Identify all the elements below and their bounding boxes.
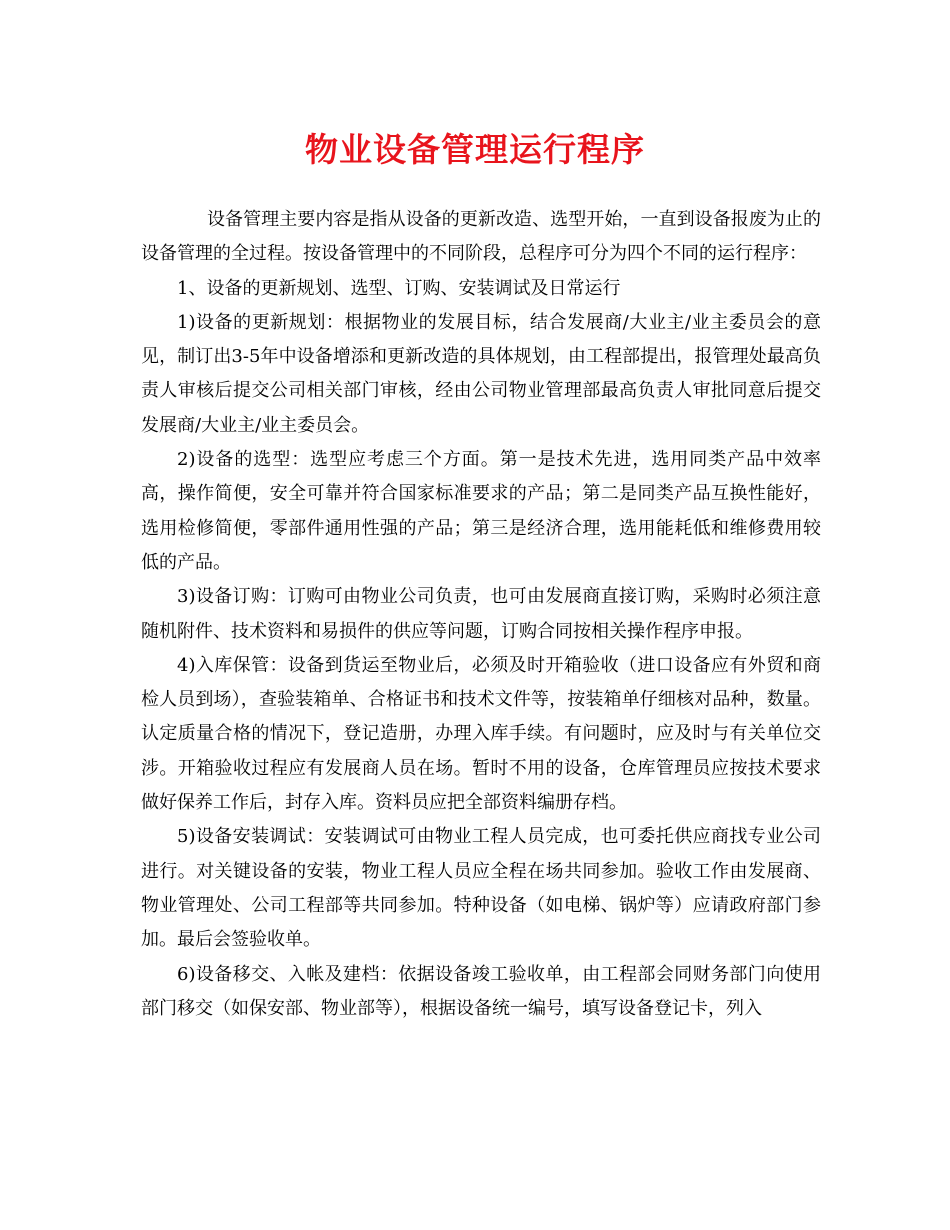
paragraph-intro: 设备管理主要内容是指从设备的更新改造、选型开始，一直到设备报废为止的设备管理的全过程。按设备管理中的不同阶段，总程序可分为四个不同的运行程序： xyxy=(141,209,821,265)
paragraph-transfer: 6)设备移交、入帐及建档：依据设备竣工验收单，由工程部会同财务部门向使用部门移交（如保安部、物业部等），根据设备统一编号，填写设备登记卡，列入 xyxy=(141,963,821,1019)
document-body xyxy=(141,203,821,1026)
document-title: 物业设备管理运行程序 xyxy=(305,130,645,169)
paragraph-storage: 4)入库保管：设备到货运至物业后，必须及时开箱验收（进口设备应有外贸和商检人员到场），查验装箱单、合格证书和技术文件等，按装箱单仔细核对品种，数量。认定质量合格的情况下，登记造册，办理入库手续。有问题时，应及时与有关单位交涉。开箱验收过程应有发展商人员在场。暂时不用的设备，仓库管理员应按技术要求做好保养工作后，封存入库。资料员应把全部资料编册存档。 xyxy=(141,654,821,814)
paragraph-selection: 2)设备的选型：选型应考虑三个方面。第一是技术先进，选用同类产品中效率高，操作简便，安全可靠并符合国家标准要求的产品；第二是同类产品互换性能好，选用检修简便，零部件通用性强的产品；第三是经济合理，选用能耗低和维修费用较低的产品。 xyxy=(141,449,821,573)
paragraph-installation: 5)设备安装调试：安装调试可由物业工程人员完成，也可委托供应商找专业公司进行。对关键设备的安装，物业工程人员应全程在场共同参加。验收工作由发展商、物业管理处、公司工程部等共同参加。特种设备（如电梯、锅炉等）应请政府部门参加。最后会签验收单。 xyxy=(141,826,821,951)
paragraph-update-planning: 1)设备的更新规划：根据物业的发展目标，结合发展商/大业主/业主委员会的意见，制订出3-5年中设备增添和更新改造的具体规划，由工程部提出，报管理处最高负责人审核后提交公司相关部门审核，经由公司物业管理部最高负责人审批同意后提交发展商/大业主/业主委员会。 xyxy=(141,311,821,436)
paragraph-section-1-heading: 1、设备的更新规划、选型、订购、安装调试及日常运行 xyxy=(177,277,621,299)
paragraph-ordering: 3)设备订购：订购可由物业公司负责，也可由发展商直接订购，采购时必须注意随机附件、技术资料和易损件的供应等问题，订购合同按相关操作程序申报。 xyxy=(141,586,821,642)
